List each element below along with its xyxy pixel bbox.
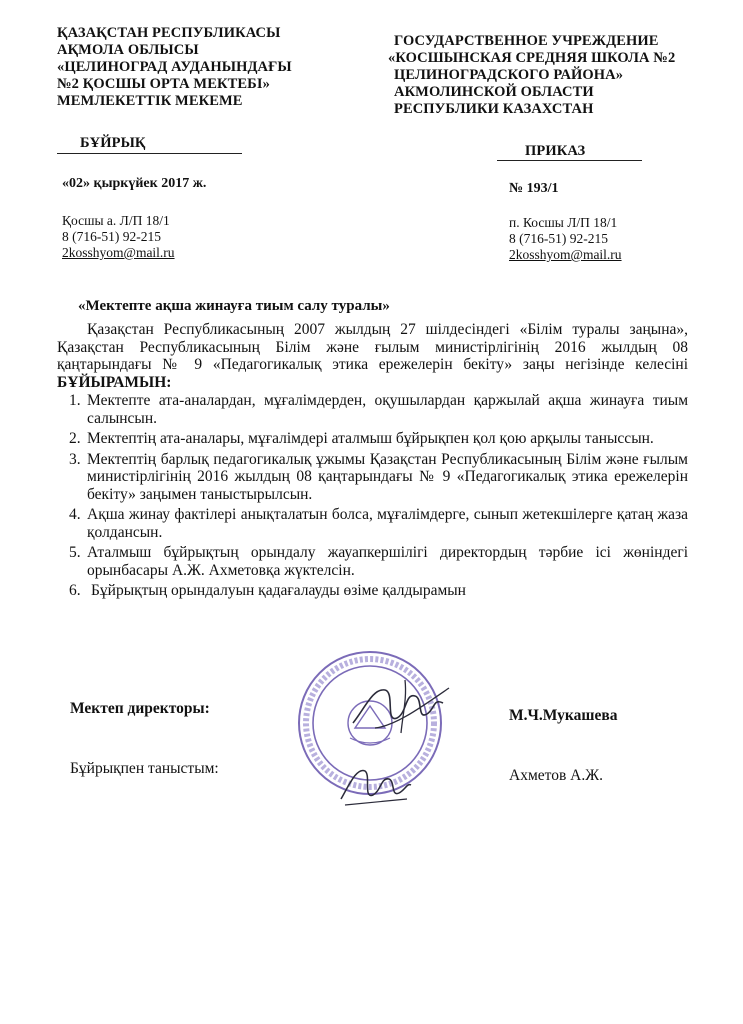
- ack-label: Бұйрықпен таныстым:: [70, 760, 219, 777]
- order-items: [57, 392, 688, 600]
- contacts-right: [509, 215, 622, 263]
- header-right-line: «КОСШЫНСКАЯ СРЕДНЯЯ ШКОЛА №2: [388, 50, 676, 66]
- header-left-line: ҚАЗАҚСТАН РЕСПУБЛИКАСЫ: [57, 25, 281, 41]
- header-right-line: АКМОЛИНСКОЙ ОБЛАСТИ: [394, 84, 594, 100]
- phone-text: 8 (716-51) 92-215: [509, 231, 608, 246]
- header-right-line: ГОСУДАРСТВЕННОЕ УЧРЕЖДЕНИЕ: [394, 33, 659, 49]
- contacts-left: [62, 213, 175, 261]
- list-item: 2. Мектептің ата-аналары, мұғалімдері аталмыш бұйрықпен қол қою арқылы таныссын.: [69, 430, 654, 447]
- ack-name: Ахметов А.Ж.: [509, 767, 603, 784]
- header-left-line: АҚМОЛА ОБЛЫСЫ: [57, 42, 199, 58]
- phone-text: 8 (716-51) 92-215: [62, 229, 161, 244]
- address-text: п. Косшы Л/П 18/1: [509, 215, 618, 230]
- header-right-line: РЕСПУБЛИКИ КАЗАХСТАН: [394, 101, 594, 117]
- preamble-paragraph: [57, 321, 688, 391]
- list-item: 6. Бұйрықтың орындалуын қадағалауды өзіме қалдырамын: [69, 582, 466, 599]
- header-left: [57, 25, 292, 110]
- address-text: Қосшы а. Л/П 18/1: [62, 213, 170, 228]
- header-right: [388, 33, 675, 118]
- list-item: 4. Ақша жинау фактілері анықталатын болса, мұғалімдерге, сынып жетекшілерге қатаң жаза қолдансын.: [69, 506, 688, 541]
- list-item: 3. Мектептің барлық педагогикалық ұжымы Қазақстан Республикасының Білім және ғылым министірлігінің 2016 жылдың 08 қаңтарындағы № 9 «Педагогикалық этика ережелерін бекіту» заңымен таныстырылсын.: [69, 450, 688, 503]
- header-left-line: МЕМЛЕКЕТТІК МЕКЕМЕ: [57, 93, 243, 109]
- document-body: [57, 321, 688, 603]
- header-left-line: №2 ҚОСШЫ ОРТА МЕКТЕБІ»: [57, 76, 270, 92]
- document-title: «Мектепте ақша жинауға тиым салу туралы»: [78, 298, 390, 314]
- director-signature-icon: [345, 668, 455, 743]
- order-number: № 193/1: [509, 181, 559, 196]
- ack-signature-icon: [335, 755, 415, 815]
- header-right-line: ЦЕЛИНОГРАДСКОГО РАЙОНА»: [394, 67, 624, 83]
- email-link[interactable]: 2kosshyom@mail.ru: [509, 247, 622, 262]
- list-item: 5. Аталмыш бұйрықтың орындалу жауапкершілігі директордың тәрбие ісі жөніндегі орынбасары А.Ж. Ахметовқа жүктелсін.: [69, 544, 688, 579]
- order-rule-right: [497, 160, 642, 161]
- order-rule-left: [57, 153, 242, 154]
- list-item: 1. Мектепте ата-аналардан, мұғалімдерден, оқушылардан қаржылай ақша жинауға тиым салынсын.: [69, 392, 688, 427]
- email-link[interactable]: 2kosshyom@mail.ru: [62, 245, 175, 260]
- director-label: Мектеп директоры:: [70, 700, 210, 717]
- order-title-ru: ПРИКАЗ: [525, 143, 586, 159]
- header-left-line: «ЦЕЛИНОГРАД АУДАНЫНДАҒЫ: [57, 59, 292, 75]
- director-name: М.Ч.Мукашева: [509, 707, 618, 724]
- preamble-command: БҰЙЫРАМЫН:: [57, 373, 172, 391]
- order-date: «02» қыркүйек 2017 ж.: [62, 176, 207, 191]
- order-title-kz: БҰЙРЫҚ: [80, 135, 146, 151]
- preamble-text: Қазақстан Республикасының 2007 жылдың 27 шілдесіндегі «Білім туралы заңына», Қазақстан Республикасының Білім және ғылым министірлігінің 2016 жылдың 08 қаңтарындағы № 9 «Педагогикалық этика ережелерін бекіту» заңы негізінде келесіні: [57, 321, 688, 373]
